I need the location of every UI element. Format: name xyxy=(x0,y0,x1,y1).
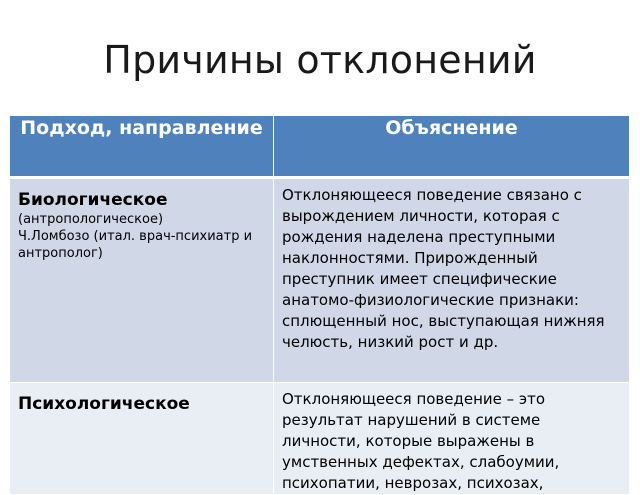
header-approach: Подход, направление xyxy=(10,116,274,179)
approach-cell xyxy=(10,179,274,383)
explanation-cell xyxy=(274,179,630,383)
approach-subtitle: (антропологическое) xyxy=(18,212,164,227)
slide-title: Причины отклонений xyxy=(103,38,537,82)
approach-cell xyxy=(10,383,274,495)
approach-name: Психологическое xyxy=(18,394,190,414)
causes-table xyxy=(10,116,630,495)
explanation-cell xyxy=(274,383,630,495)
header-explanation: Объяснение xyxy=(274,116,630,179)
table-row xyxy=(10,383,630,495)
explanation-text: Отклоняющееся поведение связано с вырождением личности, которая с рождения наделена преступными наклонностями. Прирожденный преступник имеет специфические анатомо-физиологические признаки: сплющенный нос, выступающая нижняя челюсть, низкий рост и др. xyxy=(282,186,605,351)
approach-note: Ч.Ломбозо (итал. врач-психиатр и антрополог) xyxy=(18,229,253,261)
table-row xyxy=(10,179,630,383)
explanation-text: Отклоняющееся поведение – это результат нарушений в системе личности, которые выражены в умственных дефектах, слабоумии, психопатии, неврозах, психозах, xyxy=(282,390,560,492)
table-header-row xyxy=(10,116,630,179)
approach-name: Биологическое xyxy=(18,190,168,210)
